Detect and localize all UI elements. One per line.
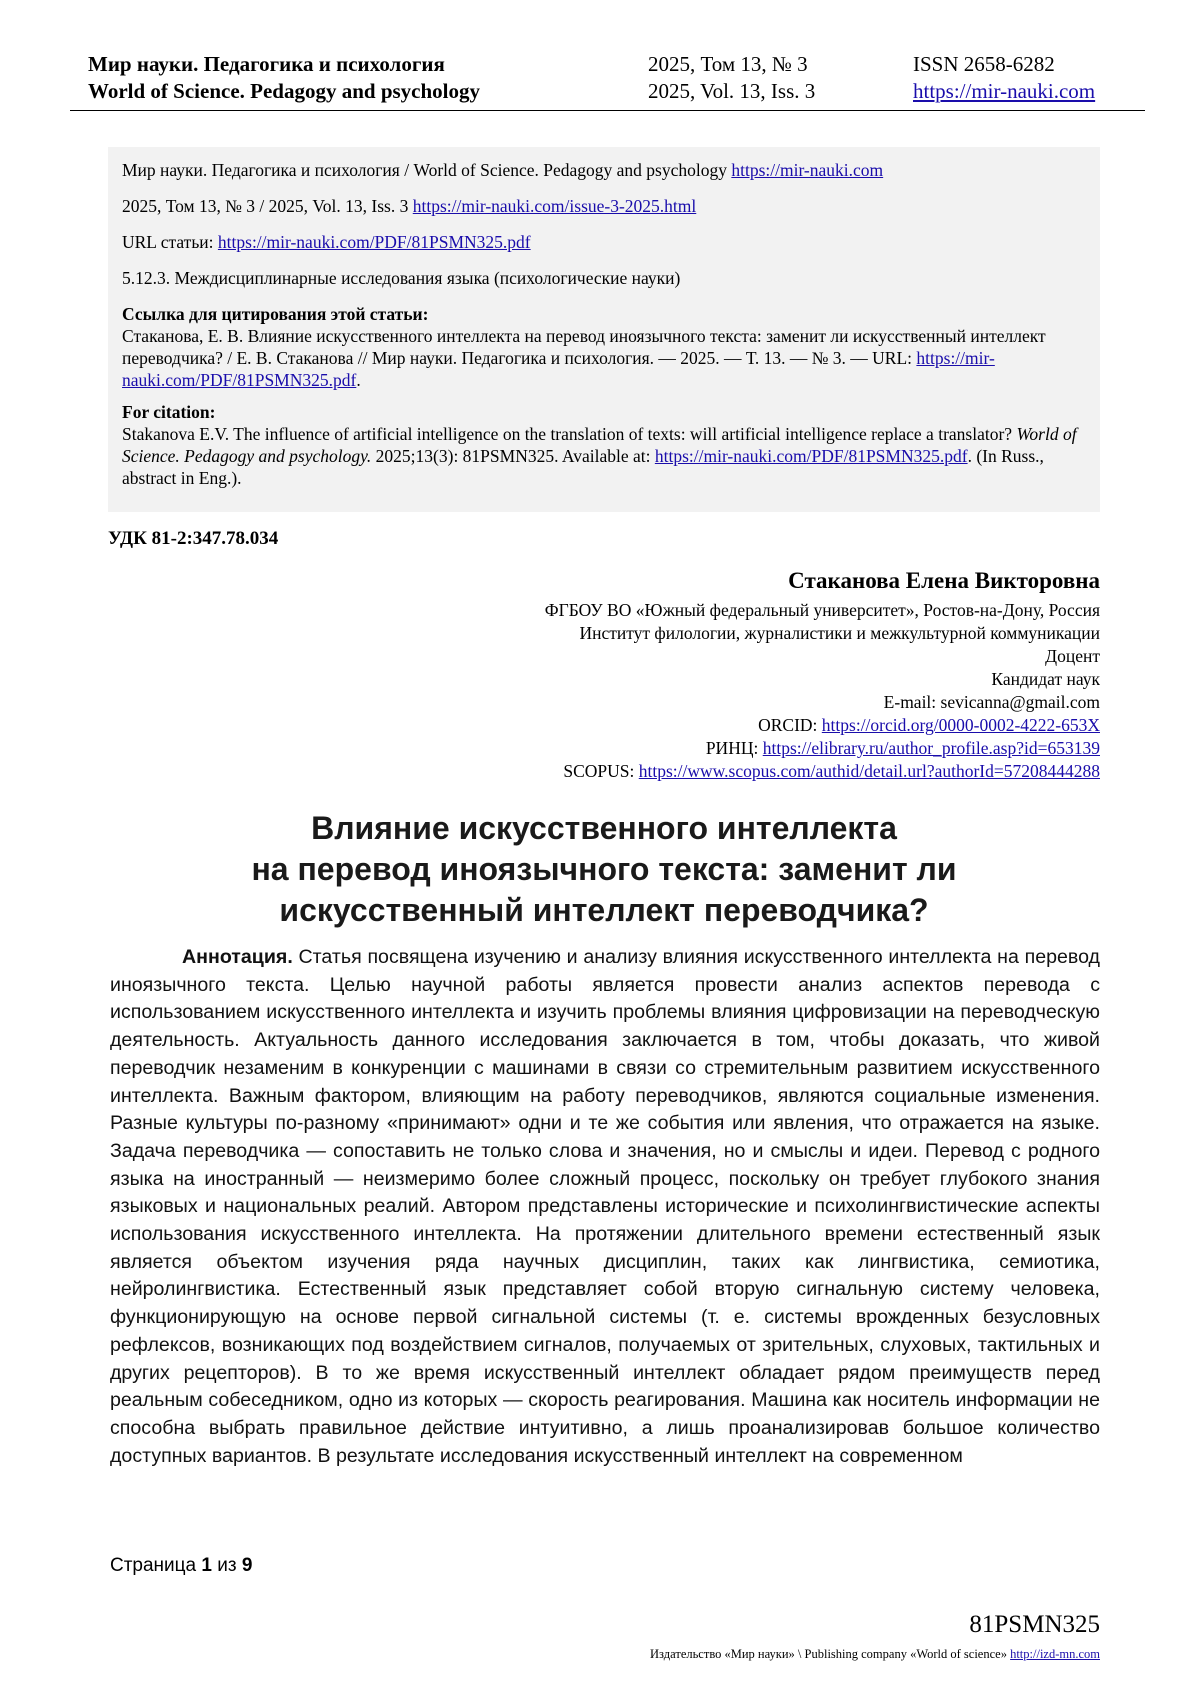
- citation-ru-url-link[interactable]: https://mir-nauki.com/PDF/81PSMN325.pdf: [122, 348, 995, 390]
- author-orcid: ORCID: https://orcid.org/0000-0002-4222-653X: [758, 715, 1100, 735]
- citation-en-url-link[interactable]: https://mir-nauki.com/PDF/81PSMN325.pdf: [654, 446, 968, 466]
- author-block: [545, 565, 1100, 783]
- journal-title-ru: Мир науки. Педагогика и психология: [88, 52, 445, 76]
- citation-ru-heading: Ссылка для цитирования этой статьи:: [122, 304, 429, 324]
- article-code: 81PSMN325: [969, 1611, 1100, 1638]
- author-rinc: РИНЦ: https://elibrary.ru/author_profile.asp?id=653139: [705, 738, 1100, 758]
- running-header: [70, 52, 1145, 106]
- journal-site-link[interactable]: https://mir-nauki.com: [913, 79, 1096, 103]
- issn: ISSN 2658-6282: [913, 52, 1055, 76]
- author-degree: Кандидат наук: [991, 669, 1100, 689]
- scopus-link[interactable]: https://www.scopus.com/authid/detail.url?authorId=57208444288: [638, 761, 1100, 781]
- issue-en: 2025, Vol. 13, Iss. 3: [648, 79, 816, 103]
- author-email: E-mail: sevicanna@gmail.com: [883, 692, 1100, 712]
- orcid-link[interactable]: https://orcid.org/0000-0002-4222-653X: [821, 715, 1100, 735]
- article-title: Влияние искусственного интеллекта на перевод иноязычного текста: заменит ли искусственный интеллект переводчика?: [251, 810, 957, 928]
- issue-line: 2025, Том 13, № 3 / 2025, Vol. 13, Iss. 3 https://mir-nauki.com/issue-3-2025.html: [122, 196, 697, 216]
- author-name: Стаканова Елена Викторовна: [788, 568, 1100, 593]
- abstract-label: Аннотация.: [182, 946, 293, 968]
- publisher-link[interactable]: http://izd-mn.com: [1010, 1647, 1100, 1661]
- article-url-line: URL статьи: https://mir-nauki.com/PDF/81PSMN325.pdf: [122, 232, 531, 252]
- article-url-link[interactable]: https://mir-nauki.com/PDF/81PSMN325.pdf: [217, 232, 531, 252]
- rinc-link[interactable]: https://elibrary.ru/author_profile.asp?id=653139: [762, 738, 1100, 758]
- author-position: Доцент: [1045, 646, 1100, 666]
- author-scopus: SCOPUS: https://www.scopus.com/authid/detail.url?authorId=57208444288: [563, 761, 1100, 781]
- specialty-line: 5.12.3. Междисциплинарные исследования языка (психологические науки): [122, 268, 681, 288]
- journal-title-en: World of Science. Pedagogy and psychology: [88, 79, 481, 103]
- author-affiliation: ФГБОУ ВО «Южный федеральный университет», Ростов-на-Дону, Россия: [544, 600, 1100, 620]
- issue-url-link[interactable]: https://mir-nauki.com/issue-3-2025.html: [412, 196, 697, 216]
- page-number: Страница 1 из 9: [110, 1555, 253, 1576]
- citation-ru: Ссылка для цитирования этой статьи: Стаканова, Е. В. Влияние искусственного интеллекта на перевод иноязычного текста: заменит ли искусственный интеллект переводчика? / Е. В. Стаканова // Мир науки. Педагогика и психология. — 2025. — Т. 13. — № 3. — URL: https://mir-nauki.com/PDF/81PSMN325.pdf.: [122, 304, 1046, 390]
- journal-line: Мир науки. Педагогика и психология / World of Science. Pedagogy and psychology https://mir-nauki.com: [122, 160, 884, 180]
- abstract: [110, 944, 1100, 1470]
- header-divider: [70, 110, 1145, 111]
- issue-ru: 2025, Том 13, № 3: [648, 52, 808, 76]
- article-info-box: [108, 147, 1100, 512]
- publisher-line: Издательство «Мир науки» \ Publishing company «World of science» http://izd-mn.com: [650, 1647, 1100, 1661]
- abstract-text: Статья посвящена изучению и анализу влияния искусственного интеллекта на перевод иноязычного текста. Целью научной работы является провести анализ аспектов перевода с использованием искусственного интеллекта и изучить проблемы влияния цифровизации на переводческую деятельность. Актуальность данного исследования заключается в том, чтобы доказать, что живой переводчик незаменим в конкуренции с машинами в связи со стремительным развитием искусственного интеллекта. Важным фактором, влияющим на работу переводчиков, являются социальные изменения. Разные культуры по-разному «принимают» одни и те же события или явления, что отражается на языке. Задача переводчика — сопоставить не только слова и значения, но и смыслы и идеи. Перевод с родного языка на иностранный — неизмеримо более сложный процесс, поскольку он требует глубокого знания языковых и национальных реалий. Автором представлены исторические и психолингвистические аспекты использования искусственного интеллекта. На протяжении длительного времени естественный язык является объектом изучения ряда научных дисциплин, таких как лингвистика, семиотика, нейролингвистика. Естественный язык представляет собой вторую сигнальную систему человека, функционирующую на основе первой сигнальной системы (т. е. системы врожденных безусловных рефлексов, возникающих под воздействием сигналов, получаемых от зрительных, слуховых, тактильных и других рецепторов). В то же время искусственный интеллект обладает рядом преимуществ перед реальным собеседником, одно из которых — скорость реагирования. Машина как носитель информации не способна выбрать правильное действие интуитивно, а лишь проанализировав большое количество доступных вариантов. В результате исследования искусственный интеллект на современном: [110, 946, 1100, 1467]
- citation-en-heading: For citation:: [122, 402, 216, 422]
- journal-url-link[interactable]: https://mir-nauki.com: [731, 160, 884, 180]
- citation-en: For citation: Stakanova E.V. The influence of artificial intelligence on the translation of texts: will artificial intelligence replace a translator? World of Science. Pedagogy and psychology. 2025;13(3): 81PSMN325. Available at: https://mir-nauki.com/PDF/81PSMN325.pdf. (In Russ., abstract in Eng.).: [122, 402, 1077, 488]
- udk-code: УДК 81-2:347.78.034: [108, 528, 279, 549]
- author-institute: Институт филологии, журналистики и межкультурной коммуникации: [579, 623, 1100, 643]
